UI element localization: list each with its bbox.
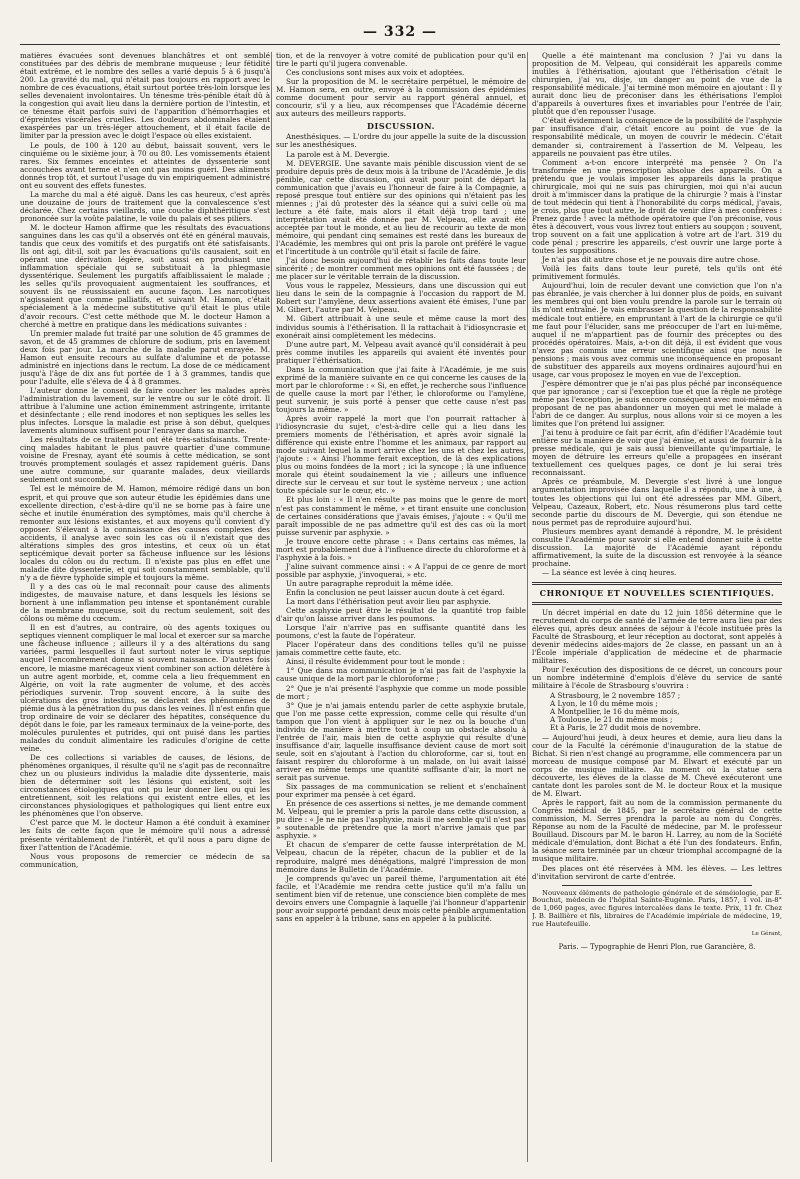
- paragraph: Un autre paragraphe reproduit la même idée.: [286, 578, 454, 588]
- column-3: [532, 52, 782, 1162]
- list-item: A Strasbourg, le 2 novembre 1857 ;: [550, 690, 681, 700]
- column-1: [20, 52, 270, 1162]
- paragraph: C'était évidemment la conséquence de la possibilité de l'asphyxie par insuffisance d'air, c'était encore au point de vue de la responsabilité médicale, un moyen de couvrir le médecin. C'était demander si, contrairement à l'assertion de M. Velpeau, les appareils ne pouvaient pas être utiles.: [532, 116, 782, 158]
- paragraph: Les résultats de ce traitement ont été très-satisfaisants. Trente-cinq malades habitant le plus pauvre quartier d'une commune voisine de Fresnay, ayant été soumis à cette médication, se sont trouvés promptement soulagés et assez rapidement guéris. Dans une autre commune, sur quarante malades, deux vieillards seulement ont succombé.: [20, 435, 270, 485]
- paragraph: M. Gibert attribuait à une seule et même cause la mort des individus soumis à l'éthérisation. Il la rattachait à l'idiosyncrasie et exonérait ainsi complètement les médecins.: [276, 314, 526, 340]
- paragraph: La mort dans l'éthérisation peut avoir lieu par asphyxie.: [286, 597, 491, 607]
- imprint-line: Paris. — Typographie de Henri Plon, rue Garancière, 8.: [558, 942, 756, 951]
- paragraph: En présence de ces assertions si nettes, je me demande comment M. Velpeau, qui le premier a pris la parole dans cette discussion, a pu dire : « Je ne nie pas l'asphyxie, mais il me semble qu'il n'est pas » soutenable de prétendre que la mort n'arrive jamais que par asphyxie. »: [276, 799, 526, 841]
- paragraph: Cette asphyxie peut être le résultat de la quantité trop faible d'air qu'on laisse arriver dans les poumons.: [276, 606, 526, 624]
- paragraph: matières évacuées sont devenues blanchâtres et ont semblé constituées par des débris de membrane muqueuse ; leur fétidité était extrême, et le nombre des selles a varié depuis 5 à 6 jusqu'à 200. La gravité du mal, qui n'était pas toujours en rapport avec le nombre de ces évacuations, était surtout portée très-loin lorsque les selles devenaient involontaires. Un ténesme très-pénible était dû à la congestion qui avait lieu dans la dernière portion de l'intestin, et ce ténesme était parfois suivi de l'apparition d'hémorrhagies et d'épreintes viscérales cruelles. Les douleurs abdominales étaient exaspérées par un très-léger attouchement, et il était facile de limiter par la pression avec le doigt l'espace où elles existaient.: [20, 52, 270, 141]
- paragraph: De ces collections si variables de causes, de lésions, de phénomènes organiques, il résulte qu'il ne s'agit pas de reconnaître chez un ou plusieurs individus la maladie dite dyssenterie, mais bien de déterminer soit les lésions qui existent, soit les circonstances étiologiques qui ont pu leur donner lieu ou qui les entretiennent, soit les relations qui existent entre elles, et les circonstances physiologiques et pathologiques qui lient entre eux les phénomènes que l'on observe.: [20, 753, 270, 819]
- paragraph: Je n'ai pas dit autre chose et je ne pouvais dire autre chose.: [542, 255, 761, 265]
- column-2: [276, 52, 526, 1162]
- paragraph: J'ai donc besoin aujourd'hui de rétablir les faits dans toute leur sincérité ; de montrer comment mes opinions ont été faussées ; de me placer sur le véritable terrain de la discussion.: [276, 256, 526, 282]
- paragraph: tion, et de la renvoyer à votre comité de publication pour qu'il en tire le parti qu'il jugera convenable.: [276, 52, 526, 69]
- paragraph: Placer l'opérateur dans des conditions telles qu'il ne puisse jamais commettre cette faute, etc.: [276, 640, 526, 658]
- paragraph: M. DEVERGIE. Une savante mais pénible discussion vient de se produire depuis près de deux mois à la tribune de l'Académie. Je dis pénible, car cette discussion, qui avait pour point de départ la communication que j'avais eu l'honneur de faire à la Compagnie, a reposé presque tout entière sur des opinions qui n'étaient pas les miennes ; j'ai dû protester dès la séance qui a suivi celle où ma lecture a été faite, mais alors il était déjà trop tard ; une interprétation avait été donnée par M. Velpeau, elle avait été acceptée par tout le monde, et au lieu de recourir au texte de mon mémoire, qui pendant cinq semaines est resté dans les bureaux de l'Académie, les membres qui ont pris la parole ont préféré le vague et l'incertitude à un contrôle qu'il était si facile de faire.: [276, 158, 526, 257]
- paragraph: L'auteur donne le conseil de faire coucher les malades après l'administration du lavement, sur le ventre ou sur le côté droit. Il attribue à l'alumine une action éminemment astringente, irritante et désinfectante ; elle rend inodores et non septiques les selles les plus infectes. Lorsque la maladie est prise à son début, quelques lavements aluminoux suffisent pour l'enrayer dans sa marche.: [20, 385, 270, 436]
- concours-list: [550, 692, 782, 732]
- paragraph: Anesthésiques. — L'ordre du jour appelle la suite de la discussion sur les anesthésiques.: [276, 132, 526, 150]
- paragraph: La parole est à M. Devergie.: [286, 149, 390, 159]
- paragraph: — La séance est levée à cinq heures.: [542, 567, 677, 577]
- book-notice: Nouveaux éléments de pathologie générale et de séméiologie, par E. Bouchut, médecin de l'hôpital Sainte-Eugénie. Paris, 1857, 1 vol. in-8° de 1,060 pages, avec figures intercalées dans le texte. Prix, 11 fr. Chez J. B. Baillière et fils, libraires de l'Académie impériale de médecine, 19, rue Hautefeuille.: [532, 888, 782, 928]
- paragraph: Dans la communication que j'ai faite à l'Académie, je me suis exprimé de la manière suivante en ce qui concerne les causes de la mort par le chloroforme : « Si, en effet, je recherche sous l'influence de quelle cause la mort par l'éther, le chloroforme ou l'amylène, peut survenir, je suis porté à penser que cette cause n'est pas toujours la même. »: [276, 364, 526, 414]
- paragraph: Tel est le mémoire de M. Hamon, mémoire rédigé dans un bon esprit, et qui prouve que son auteur étudie les épidémies dans une excellente direction, c'est-à-dire qu'il ne se borne pas à faire une sèche et inutile énumération des symptômes, mais qu'il cherche à remonter aux lésions existantes, et aux moyens qu'il convient d'y opposer. S'élevant à la connaissance des causes complexes des accidents, il analyse avec soin les cas où il n'existait que des altérations simples des gros intestins, et ceux où un état septicémique devait porter sa fâcheuse influence sur les lésions locales du côlon ou du rectum. Il n'existe pas plus en effet une maladie dite dyssenterie, et qui soit constamment semblable, qu'il n'y a de fièvre typhoïde simple et toujours la même.: [20, 484, 270, 582]
- paragraph: Des places ont été réservées à MM. les élèves. — Les lettres d'invitation serviront de carte d'entrée.: [532, 863, 782, 881]
- list-item: A Toulouse, le 21 du même mois ;: [550, 714, 673, 724]
- paragraph: Il y a des cas où le mal reconnaît pour cause des aliments indigestes, de mauvaise nature, et dans lesquels les lésions se bornent à une inflammation peu intense et spontanément curable de la membrane muqueuse, soit du rectum seulement, soit des côlons ou même du cœcum.: [20, 582, 270, 624]
- paragraph: Comment a-t-on encore interprété ma pensée ? On l'a transformée en une prescription absolue des appareils. On a prétendu que je voulais imposer les appareils dans la pratique chirurgicale, moi qui ne suis pas chirurgien, moi qui n'ai aucun droit à m'immiscer dans la pratique de la chirurgie ? mais à l'instar de tout médecin qui tient à l'honorabilité du corps médical, j'avais, je crois, plus que tout autre, le droit de venir dire à mes confrères : Prenez garde ! avec la méthode opératoire que l'on préconise, vous êtes à découvert, vous vous livrez tout entiers au soupçon ; souvent, trop souvent on a fait une application à votre art de l'art. 319 du code pénal ; prescrire les appareils, c'est ouvrir une large porte à toutes les suppositions.: [532, 157, 782, 256]
- paragraph: Enfin la conclusion ne peut laisser aucun doute à cet égard.: [286, 588, 505, 597]
- paragraph: C'est parce que M. le docteur Hamon a été conduit à examiner les faits de cette façon que le mémoire qu'il nous a adressé présente véritablement de l'intérêt, et qu'il nous a paru digne de fixer l'attention de l'Académie.: [20, 818, 270, 852]
- paragraph: Il en est d'autres, au contraire, où des agents toxiques ou septiques viennent compliquer le mal local et exercer sur sa marche une fâcheuse influence ; ailleurs il y a des altérations du sang variées, parmi lesquelles il faut surtout noter le virus septique auquel l'encombrement donne si souvent naissance. D'autres fois encore, le miasme marécageux vient combiner son action délétère à un autre agent morbide, et, comme cela a lieu fréquemment en Algérie, on voit la rate augmenter de volume, et des accès périodiques survenir. Trop souvent encore, à la suite des ulcérations des gros intestins, se déclarent des phénomènes de piémie dus à la pénétration du pus dans les veines. Il n'est enfin que trop ordinaire de voir se déclarer des hépatites, conséquence du dépôt dans le foie, par les rameaux terminaux de la veine-porte, des molécules purulentes et putrides, qui ont puisé dans les parties malades du conduit alimentaire les radicules d'origine de cette veine.: [20, 623, 270, 753]
- paragraph: Voilà les faits dans toute leur pureté, tels qu'ils ont été primitivement formulés.: [532, 264, 782, 282]
- paragraph: La marche du mal a été aiguë. Dans les cas heureux, c'est après une douzaine de jours de traitement que la convalescence s'est déclarée. Chez certains vieillards, une couche diphthéritique s'est prononcée sur la voûte palatine, le voile du palais et ses piliers.: [20, 189, 270, 223]
- paragraph: M. le docteur Hamon affirme que les résultats des évacuations sanguines dans les cas qu'il a observés ont été en général mauvais, tandis que ceux des vomitifs et des purgatifs ont été satisfaisants. Ils ont agi, dit-il, soit par les évacuations qu'ils causaient, soit en opérant une dérivation légère, soit aussi en produisant une inflammation spéciale qui se substituait à la phlegmasie dyssentérique. Seulement les purgatifs affaiblissaient le malade ; les selles qu'ils provoquaient augmentaient les souffrances, et souvent ils ne réussissaient en aucune façon. Les narcotiques n'agissaient que comme palliatifs, et suivant M. Hamon, c'était spécialement à la médecine substitutive qu'il était le plus utile d'avoir recours. C'est cette méthode que M. le docteur Hamon a cherché à mettre en pratique dans les médications suivantes :: [20, 222, 270, 329]
- paragraph: Après le rapport, fait au nom de la commission permanente du Congrès médical de 1845, par le secrétaire général de cette commission, M. Serres prendra la parole au nom du Congrès. Réponse au nom de la Faculté de médecine, par M. le professeur Bouillaud. Discours par M. le baron H. Larrey, au nom de la Société médicale d'émulation, dont Bichat a été l'un des fondateurs. Enfin, la séance sera terminée par un chœur triomphal accompagné de la musique militaire.: [532, 798, 782, 864]
- paragraph: Aujourd'hui, loin de reculer devant une conviction que l'on n'a pas ébranlée, je vais chercher à lui donner plus de poids, en suivant les membres qui ont bien voulu prendre la parole sur le terrain où ils m'ont entraîné. Je vais embrasser la question de la responsabilité médicale tout entière, en empruntant à l'art de la chirurgie ce qu'il me faut pour l'élucider, sans me préoccuper de l'art en lui-même, auquel il ne m'appartient pas de fournir des préceptes ou des procédés opératoires. Mais, a-t-on dit déjà, il est évident que vous n'avez pas commis une erreur scientifique ainsi que nous le pensions ; mais vous avez commis une inconséquence en proposant de substituer des appareils aux moyens ordinaires aujourd'hui en usage, car vous proposez le moyen en vue de l'exception.: [532, 281, 782, 379]
- paragraph: — Aujourd'hui jeudi, à deux heures et demie, aura lieu dans la cour de la Faculté la cérémonie d'inauguration de la statue de Bichat. Si rien n'est changé au programme, elle commencera par un morceau de musique composé par M. Elwart et exécuté par un corps de musique militaire. Au moment où la statue sera découverte, les élèves de la classe de M. Chevé exécuteront une cantate dont les paroles sont de M. le docteur Roux et la musique de M. Elwart.: [532, 732, 782, 799]
- paragraph: Six passages de ma communication se relient et s'enchaînent pour exprimer ma pensée à cet égard.: [276, 782, 526, 800]
- page-number: — 332 —: [363, 24, 437, 40]
- gerant-label: Le Gérant,: [751, 930, 782, 937]
- paragraph: Vous vous le rappelez, Messieurs, dans une discussion qui eut lieu dans le sein de la compagnie à l'occasion du rapport de M. Robert sur l'amylène, deux assertions avaient été émises, l'une par M. Gibert, l'autre par M. Velpeau.: [276, 281, 526, 315]
- paragraph: 1° Que dans ma communication je n'ai pas fait de l'asphyxie la cause unique de la mort par le chloroforme ;: [276, 666, 526, 684]
- paragraph: Un décret impérial en date du 12 juin 1856 détermine que le recrutement du corps de santé de l'armée de terre aura lieu par des élèves qui, après deux années de séjour à l'école instituée près la Faculté de Strasbourg, et leur réception au doctorat, sont appelés à devenir médecins aides-majors de 2e classe, en passant un an à l'École impériale d'application de médecine et de pharmacie militaires.: [532, 608, 782, 666]
- list-item: A Montpellier, le 16 du même mois,: [550, 706, 680, 716]
- paragraph: Ainsi, il résulte évidemment pour tout le monde :: [286, 657, 465, 667]
- paragraph: J'aline suivant commence ainsi : « A l'appui de ce genre de mort possible par asphyxie, j'invoquerai, » etc.: [276, 561, 526, 579]
- paragraph: 2° Que je n'ai présenté l'asphyxie que comme un mode possible de mort ;: [276, 683, 526, 701]
- chronique-heading: CHRONIQUE ET NOUVELLES SCIENTIFIQUES.: [539, 588, 775, 598]
- header-rule: [20, 44, 780, 45]
- paragraph: Après ce préambule, M. Devergie s'est livré à une longue argumentation improvisée dans laquelle il a répondu, une à une, à toutes les objections qui lui ont été adressées par MM. Gibert, Velpeau, Cazeaux, Robert, etc. Nous résumerons plus tard cette seconde partie du discours de M. Devergie, qui son étendue ne nous permet pas de reproduire aujourd'hui.: [532, 477, 782, 527]
- paragraph: Je trouve encore cette phrase : « Dans certains cas mêmes, la mort est probablement due à l'influence directe du chloroforme et à l'asphyxie à la fois. »: [276, 536, 526, 562]
- section-rule: [532, 582, 782, 585]
- paragraph: Ces conclusions sont mises aux voix et adoptées.: [286, 68, 465, 78]
- separator: [562, 885, 752, 886]
- paragraph: Un premier malade fut traité par une solution de 45 grammes de savon, et de 45 grammes de chlorure de sodium, pris en lavement deux fois par jour. La marche de la maladie parut enrayée. M. Hamon eut ensuite recours au sulfate d'alumine et de potasse administré en injections dans le rectum. La dose de ce médicament jusqu'à l'âge de dix ans fut portée de 1 à 3 grammes, tandis que pour l'adulte, elle s'éleva de 4 à 8 grammes.: [20, 328, 270, 386]
- paragraph: Nous vous proposons de remercier ce médecin de sa communication,: [20, 851, 270, 869]
- paragraph: Le pouls, de 100 à 120 au début, baissait souvent, vers le cinquième ou le sixième jour, à 70 ou 80. Les vomissements étaient rares. Six femmes enceintes et atteintes de dyssenterie sont accouchées avant terme et n'en ont pas moins guéri. Des aliments donnés trop tôt, et surtout l'usage du vin empiriquement administré ont eu souvent des effets funestes.: [20, 140, 270, 190]
- paragraph: Lorsque l'air n'arrive pas en suffisante quantité dans les poumons, c'est la faute de l'opérateur.: [276, 623, 526, 641]
- paragraph: 3° Que je n'ai jamais entendu parler de cette asphyxie brutale, que l'on me passe cette expression, comme celle qui résulte d'un tampon que l'on vient à appliquer sur le nez ou la bouche d'un individu de manière à mettre tout à coup un obstacle absolu à l'entrée de l'air, mais bien de cette asphyxie qui résulte d'une insuffisance d'air, laquelle insuffisance devient cause de mort soit seule, soit en s'ajoutant à l'action du chloroforme, car si, tout en faisant respirer du chloroforme à un malade, on lui avait laissé arriver en même temps une quantité suffisante d'air, la mort ne serait pas survenue.: [276, 700, 526, 783]
- column-rule-1: [271, 52, 272, 1162]
- paragraph: Sur la proposition de M. le secrétaire perpétuel, le mémoire de M. Hamon sera, en outre, envoyé à la commission des épidémies comme document pour servir au rapport général annuel, et concourir, s'il y a lieu, aux récompenses que l'Académie décerne aux auteurs des meilleurs rapports.: [276, 77, 526, 119]
- paragraph: J'espère démontrer que je n'ai pas plus péché par inconséquence que par ignorance ; car si l'exception tue et que la règle ne protège même pas l'exception, je suis encore conséquent avec moi-même en proposant de ne pas abandonner un moyen qui met le malade à l'abri de ce danger. Au surplus, nous allons voir si ce moyen a les limites que l'on prétend lui assigner.: [532, 378, 782, 429]
- paragraph: Pour l'exécution des dispositions de ce décret, un concours pour un nombre indéterminé d'emplois d'élève du service de santé militaire à l'école de Strasbourg s'ouvrira :: [532, 665, 782, 691]
- paragraph: D'une autre part, M. Velpeau avait avancé qu'il considérait à peu près comme inutiles les appareils qui avaient été inventés pour pratiquer l'éthérisation.: [276, 339, 526, 365]
- paragraph: Après avoir rappelé la mort que l'on pourrait rattacher à l'idiosyncrasie du sujet, c'est-à-dire celle qui a lieu dans les premiers moments de l'éthérisation, et après avoir signalé la différence qui existe entre l'homme et les animaux, par rapport au mode suivant lequel la mort arrive chez les uns et chez les autres, j'ajoute : « Ainsi l'homme ferait exception, de là des explications plus ou moins fondées de la mort ; ici la syncope ; là une influence morale qui éteint soudainement la vie ; ailleurs une influence directe sur le cerveau et sur tout le système nerveux ; une action toute spéciale sur le cœur, etc. »: [276, 414, 526, 496]
- list-item: Et à Paris, le 27 dudit mois de novembre.: [550, 722, 701, 732]
- list-item: A Lyon, le 10 du même mois ;: [550, 698, 658, 708]
- discussion-heading: DISCUSSION.: [366, 121, 436, 132]
- paragraph: Quelle a été maintenant ma conclusion ? J'ai vu dans la proposition de M. Velpeau, qui considérait les appareils comme inutiles à l'éthérisation, ajoutant que l'éthérisation c'était le chirurgien, j'ai vu, disje, un danger au point de vue de la responsabilité médicale. J'ai terminé mon mémoire en ajoutant : Il y aurait donc lieu de préconiser dans les éthérisations l'emploi d'appareils à ouvertures fixes et invariables pour l'entrée de l'air, plutôt que d'en repousser l'usage.: [532, 52, 782, 117]
- paragraph: Et plus loin : « Il n'en résulte pas moins que le genre de mort n'est pas constamment le même, » et tirant ensuite une conclusion de certaines considérations que j'avais émises, j'ajoute : « Qu'il me paraît impossible de ne pas admettre qu'il est des cas où la mort puisse survenir par asphyxie. »: [276, 495, 526, 537]
- paragraph: J'ai tenu à produire ce fait par écrit, afin d'édifier l'Académie tout entière sur la manière de voir que j'ai émise, et aussi de fournir à la presse médicale, qui je sais aussi bienveillante qu'impartiale, le moyen de détruire les erreurs qu'elle a propagées en insérant textuellement ces quelques pages, ce dont je lui serai très reconnaissant.: [532, 428, 782, 478]
- paragraph: Plusieurs membres ayant demandé à répondre, M. le président consulte l'Académie pour savoir si elle entend donner suite à cette discussion. La majorité de l'Académie ayant répondu affirmativement, la suite de la discussion est renvoyée à la séance prochaine.: [532, 526, 782, 568]
- paragraph: Je comprends qu'avec un pareil thème, l'argumentation ait été facile, et l'Académie me rendra cette justice qu'il m'a fallu un sentiment bien vif de retenue, une conscience bien complète de mes devoirs envers une Compagnie à laquelle j'ai l'honneur d'appartenir pour avoir supporté pendant deux mois cette pénible argumentation sans en appeler à la tribune, sans en appeler à la publicité.: [276, 873, 526, 923]
- column-rule-2: [527, 52, 528, 1162]
- section-rule: [532, 602, 782, 605]
- paragraph: Et chacun de s'emparer de cette fausse interprétation de M. Velpeau, chacun de la répéter, chacun de la publier et de la reproduire, malgré mes dénégations, malgré l'impression de mon mémoire dans le Bulletin de l'Académie.: [276, 840, 526, 874]
